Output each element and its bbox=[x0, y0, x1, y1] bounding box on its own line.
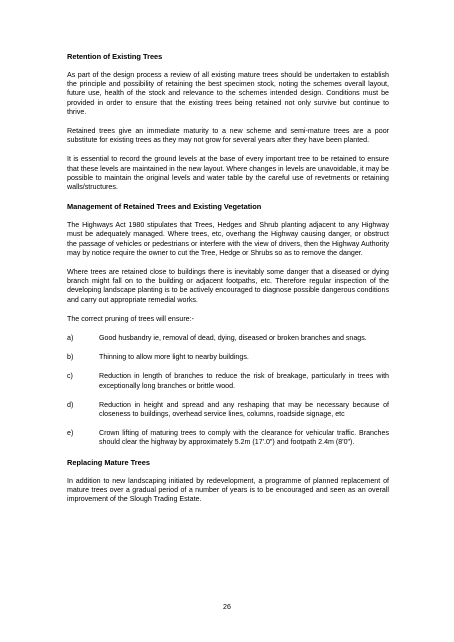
paragraph-management-3: The correct pruning of trees will ensure:- bbox=[67, 314, 194, 323]
list-item-text: Reduction in height and spread and any reshaping that may be necessary because of closeness to buildings, overhead service lines, columns, roadside signage, etc bbox=[99, 400, 389, 419]
list-item-text: Good husbandry ie, removal of dead, dying, diseased or broken branches and snags. bbox=[99, 334, 367, 343]
page-number: 26 bbox=[223, 603, 231, 611]
heading-replacing-mature-trees: Replacing Mature Trees bbox=[67, 457, 150, 467]
list-marker: e) bbox=[67, 429, 74, 438]
document-page bbox=[67, 52, 389, 514]
list-marker: d) bbox=[67, 400, 74, 409]
list-marker: c) bbox=[67, 372, 73, 381]
paragraph-retention-1: As part of the design process a review of all existing mature trees should be undertaken to establish the principle and possibility of retaining the best specimen stock, noting the schemes overall layout, future use, health of the stock and relevance to the schemes intended design. Conditions must be provided in order to ensure that the existing trees being retained not only survive but continue to thrive. bbox=[67, 71, 389, 116]
list-item-text: Reduction in length of branches to reduce the risk of breakage, particularly in trees with exceptionally long branches or brittle wood. bbox=[99, 372, 389, 390]
paragraph-retention-2: Retained trees give an immediate maturity to a new scheme and semi-mature trees are a poor substitute for existing trees as they may not grow for several years after they have been planted. bbox=[67, 127, 389, 145]
list-item-text: Thinning to allow more light to nearby buildings. bbox=[99, 353, 249, 362]
list-marker: b) bbox=[67, 353, 74, 362]
list-item-text: Crown lifting of maturing trees to comply with the clearance for vehicular traffic. Branches should clear the highway by approximately 5.2m (17'.0") and footpath 2.4m (8'0"). bbox=[99, 429, 389, 447]
list-item bbox=[67, 429, 389, 447]
list-item bbox=[67, 334, 389, 343]
paragraph-replacing-1: In addition to new landscaping initiated by redevelopment, a programme of planned replacement of mature trees over a gradual period of a number of years is to be encouraged and seen as an overall improvement of the Slough Trading Estate. bbox=[67, 476, 389, 504]
paragraph-management-2: Where trees are retained close to buildings there is inevitably some danger that a diseased or dying branch might fall on to the building or adjacent footpaths, etc. Therefore regular inspection of the developing landscape planting is to be actively encouraged to diagnose possible dangerous conditions and carry out appropriate remedial works. bbox=[67, 268, 389, 304]
paragraph-management-1: The Highways Act 1980 stipulates that Trees, Hedges and Shrub planting adjacent to any Highway must be adequately managed. Where trees, etc, overhang the Highway causing danger, or obstruct the passage of vehicles or pedestrians or interfere with the view of drivers, then the Highway Authority may by notice require the owner to cut the Tree, Hedge or Shrubs so as to remove the danger. bbox=[67, 221, 389, 257]
paragraph-retention-3: It is essential to record the ground levels at the base of every important tree to be retained to ensure that these levels are maintained in the new layout. Where changes in levels are unavoidable, it may be possible to maintain the original levels and water table by the careful use of revetments or retaining walls/structures. bbox=[67, 155, 389, 192]
pruning-list bbox=[67, 334, 389, 448]
heading-management-of-retained-trees: Management of Retained Trees and Existing Vegetation bbox=[67, 202, 262, 212]
heading-retention-of-existing-trees: Retention of Existing Trees bbox=[67, 52, 163, 61]
list-marker: a) bbox=[67, 334, 74, 343]
list-item bbox=[67, 401, 389, 419]
list-item bbox=[67, 372, 389, 390]
list-item bbox=[67, 353, 389, 362]
